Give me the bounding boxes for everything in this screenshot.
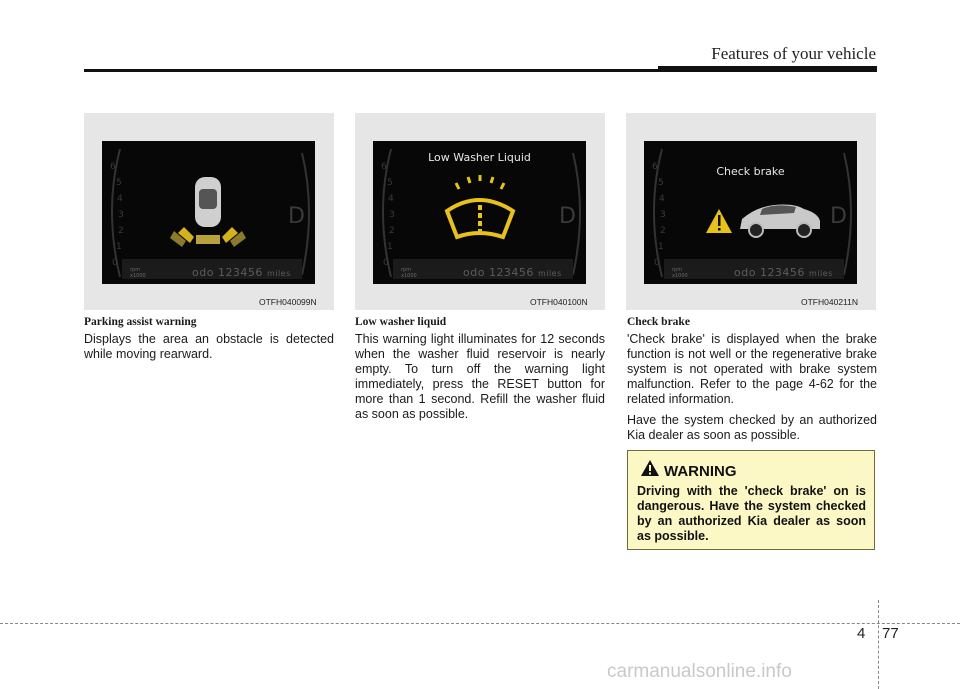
chapter-number: 4 — [857, 625, 866, 642]
gauge-tick: 6 — [110, 162, 116, 172]
svg-text:6: 6 — [381, 162, 387, 172]
screen-caption: Check brake — [716, 165, 785, 178]
rpm-label: rpm x1000 — [130, 267, 146, 279]
screen-caption: Low Washer Liquid — [428, 151, 531, 164]
warning-box — [627, 450, 875, 550]
rpm-label: rpm x1000 — [672, 267, 688, 279]
figure-parking-assist — [84, 113, 334, 310]
svg-text:0: 0 — [383, 258, 389, 268]
svg-text:3: 3 — [389, 210, 395, 220]
gear-indicator: D — [288, 204, 305, 229]
figure-code: OTFH040099N — [259, 297, 317, 307]
svg-text:5: 5 — [658, 178, 664, 188]
gauge-tick: 3 — [118, 210, 124, 220]
gauge-tick: 5 — [116, 178, 122, 188]
svg-text:6: 6 — [652, 162, 658, 172]
page-number: 77 — [882, 625, 899, 642]
warning-text: Driving with the 'check brake' on is dangerous. Have the system checked by an authorized Kia dealer as soon as possible. — [637, 484, 866, 543]
gauge-tick: 2 — [118, 226, 124, 236]
warning-triangle-icon — [640, 459, 660, 477]
section-paragraph: 'Check brake' is displayed when the brake function is not well or the regenerative brake system is not operated with brake system malfunction. Refer to the page 4-62 for the related information. — [627, 332, 877, 406]
section-heading: Low washer liquid — [355, 316, 447, 328]
gauge-tick: 4 — [117, 194, 123, 204]
svg-text:4: 4 — [388, 194, 394, 204]
svg-text:D: D — [830, 204, 847, 229]
odometer: odo 123456 miles — [734, 266, 833, 279]
svg-text:2: 2 — [389, 226, 395, 236]
section-paragraph: Displays the area an obstacle is detected while moving rearward. — [84, 332, 334, 361]
section-low-washer — [355, 316, 605, 428]
svg-text:1: 1 — [387, 242, 393, 252]
page-header-title: Features of your vehicle — [711, 44, 876, 63]
section-check-brake — [627, 316, 877, 449]
svg-text:D: D — [559, 204, 576, 229]
warning-title: WARNING — [664, 463, 737, 480]
car-side-icon — [740, 205, 820, 238]
cluster-screen — [373, 141, 586, 284]
footer-divider — [878, 600, 879, 689]
svg-text:1: 1 — [658, 242, 664, 252]
watermark: carmanualsonline.info — [607, 661, 792, 682]
gauge-tick: 0 — [112, 258, 118, 268]
odometer: odo 123456 miles — [463, 266, 562, 279]
rpm-label: rpm x1000 — [401, 267, 417, 279]
header-rule-accent — [658, 66, 877, 72]
footer-rule — [0, 623, 960, 624]
figure-code: OTFH040211N — [801, 297, 859, 307]
warning-triangle-icon — [706, 209, 732, 233]
odometer: odo 123456 miles — [192, 266, 291, 279]
figure-code: OTFH040100N — [530, 297, 588, 307]
svg-text:3: 3 — [660, 210, 666, 220]
car-top-view-icon — [195, 177, 221, 227]
svg-text:2: 2 — [660, 226, 666, 236]
svg-text:5: 5 — [387, 178, 393, 188]
cluster-screen — [102, 141, 315, 284]
section-parking-assist — [84, 316, 334, 368]
svg-text:0: 0 — [654, 258, 660, 268]
svg-text:4: 4 — [659, 194, 665, 204]
figure-check-brake — [626, 113, 876, 310]
washer-fluid-icon — [447, 175, 513, 237]
cluster-screen — [644, 141, 857, 284]
gauge-tick: 1 — [116, 242, 122, 252]
figure-low-washer — [355, 113, 605, 310]
parking-sensor-icon — [170, 227, 246, 247]
section-paragraph: Have the system checked by an authorized Kia dealer as soon as possible. — [627, 413, 877, 442]
section-heading: Parking assist warning — [84, 316, 197, 328]
section-heading: Check brake — [627, 316, 690, 328]
section-paragraph: This warning light illuminates for 12 seconds when the washer fluid reservoir is nearly empty. To turn off the warning light immediately, press the RESET button for more than 1 second. Refill the washer fluid as soon as possible. — [355, 332, 605, 421]
